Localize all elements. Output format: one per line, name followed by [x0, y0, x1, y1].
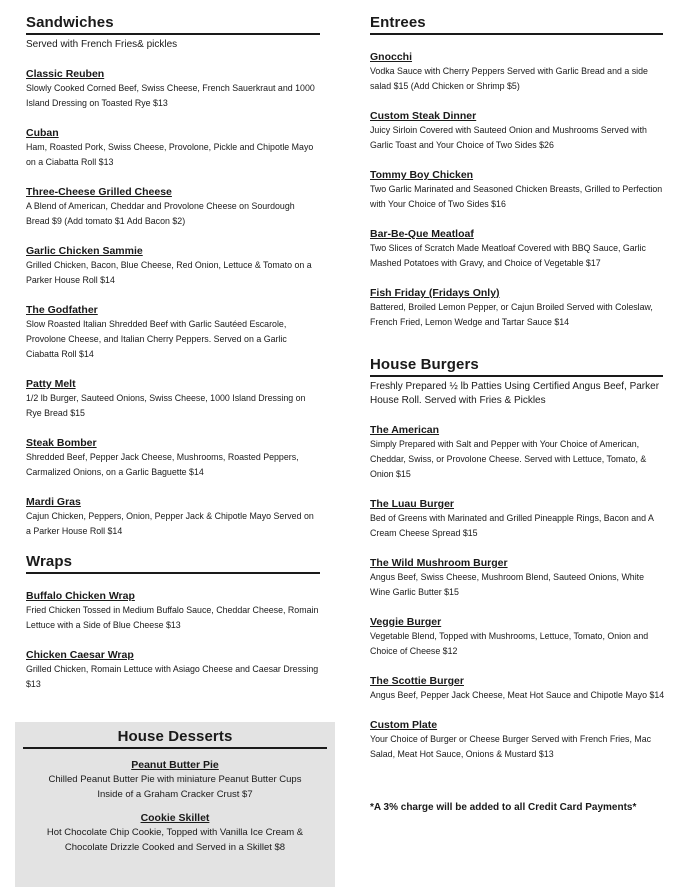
item-name: Garlic Chicken Sammie: [26, 245, 143, 257]
menu-item: [370, 615, 663, 659]
item-name: Custom Steak Dinner: [370, 110, 477, 122]
item-name: Gnocchi: [370, 51, 413, 63]
menu-item: [26, 436, 320, 480]
item-description: Angus Beef, Swiss Cheese, Mushroom Blend, Sauteed Onions, White Wine Garlic Butter $15: [370, 572, 645, 598]
menu-item: [26, 185, 320, 229]
item-name: Patty Melt: [26, 378, 76, 390]
item-description: Vodka Sauce with Cherry Peppers Served with Garlic Bread and a side salad $15 (Add Chicken or Shrimp $5): [370, 66, 648, 92]
item-description: Your Choice of Burger or Cheese Burger Served with French Fries, Mac Salad, Meat Hot Sauce, Onions & Mustard $13: [370, 734, 652, 760]
item-description: Battered, Broiled Lemon Pepper, or Cajun Broiled Served with Coleslaw, French Fried, Lemon Wedge and Tartar Sauce $14: [370, 302, 653, 328]
item-name: Buffalo Chicken Wrap: [26, 590, 135, 602]
item-description: Grilled Chicken, Bacon, Blue Cheese, Red Onion, Lettuce & Tomato on a Parker House Roll $14: [26, 260, 312, 286]
item-description: Hot Chocolate Chip Cookie, Topped with Vanilla Ice Cream & Chocolate Drizzle Cooked and Served in a Skillet $8: [46, 827, 304, 853]
wraps-title: Wraps: [26, 553, 320, 574]
item-description: 1/2 lb Burger, Sauteed Onions, Swiss Cheese, 1000 Island Dressing on Rye Bread $15: [26, 393, 306, 419]
item-name: Bar-Be-Que Meatloaf: [370, 228, 474, 240]
item-description: Juicy Sirloin Covered with Sauteed Onion and Mushrooms Served with Garlic Toast and Your Choice of Two Sides $26: [370, 125, 647, 151]
desserts-title: House Desserts: [23, 728, 327, 749]
item-name: Chicken Caesar Wrap: [26, 649, 134, 661]
menu-item: [370, 556, 663, 600]
item-name: Cuban: [26, 127, 59, 139]
item-name: Mardi Gras: [26, 496, 81, 508]
left-column: [26, 14, 320, 692]
sandwiches-subtitle: Served with French Fries& pickles: [26, 39, 178, 50]
item-name: The Wild Mushroom Burger: [370, 557, 508, 569]
dessert-item: [15, 758, 335, 802]
sandwiches-title: Sandwiches: [26, 14, 320, 35]
credit-card-notice: *A 3% charge will be added to all Credit Card Payments*: [370, 802, 637, 813]
menu-item: [26, 303, 320, 362]
menu-item: [370, 168, 663, 212]
item-description: Two Slices of Scratch Made Meatloaf Covered with BBQ Sauce, Garlic Mashed Potatoes with Gravy, and Choice of Vegetable $17: [370, 243, 646, 269]
menu-item: [26, 244, 320, 288]
menu-item: [26, 589, 320, 633]
menu-item: [370, 227, 663, 271]
item-name: Classic Reuben: [26, 68, 105, 80]
burgers-title: House Burgers: [370, 356, 663, 377]
burgers-subtitle: Freshly Prepared ½ lb Patties Using Certified Angus Beef, Parker House Roll. Served with Fries & Pickles: [370, 381, 660, 406]
menu-item: [26, 495, 320, 539]
item-name: The Godfather: [26, 304, 98, 316]
item-description: Bed of Greens with Marinated and Grilled Pineapple Rings, Bacon and A Cream Cheese Spread $15: [370, 513, 654, 539]
menu-item: [370, 674, 663, 703]
item-name: Peanut Butter Pie: [131, 759, 219, 771]
item-name: The American: [370, 424, 440, 436]
item-description: Cajun Chicken, Peppers, Onion, Pepper Jack & Chipotle Mayo Served on a Parker House Roll $14: [26, 511, 314, 537]
menu-item: [370, 109, 663, 153]
menu-item: [370, 718, 663, 762]
item-name: The Luau Burger: [370, 498, 455, 510]
item-name: Steak Bomber: [26, 437, 97, 449]
item-description: Fried Chicken Tossed in Medium Buffalo Sauce, Cheddar Cheese, Romain Lettuce with a Side of Blue Cheese $13: [26, 605, 319, 631]
item-description: A Blend of American, Cheddar and Provolone Cheese on Sourdough Bread $9 (Add tomato $1 Add Bacon $2): [26, 201, 295, 227]
item-description: Vegetable Blend, Topped with Mushrooms, Lettuce, Tomato, Onion and Choice of Cheese $12: [370, 631, 649, 657]
menu-item: [370, 286, 663, 330]
menu-item: [26, 648, 320, 692]
item-description: Two Garlic Marinated and Seasoned Chicken Breasts, Grilled to Perfection with Your Choice of Two Sides $16: [370, 184, 663, 210]
item-description: Ham, Roasted Pork, Swiss Cheese, Provolone, Pickle and Chipotle Mayo on a Ciabatta Roll $13: [26, 142, 314, 168]
item-description: Simply Prepared with Salt and Pepper with Your Choice of American, Cheddar, Swiss, or Provolone Cheese. Served with Lettuce, Tomato, & Onion $15: [370, 439, 647, 480]
menu-item: [370, 50, 663, 94]
item-description: Grilled Chicken, Romain Lettuce with Asiago Cheese and Caesar Dressing $13: [26, 664, 319, 690]
menu-item: [370, 423, 663, 482]
item-description: Slowly Cooked Corned Beef, Swiss Cheese, French Sauerkraut and 1000 Island Dressing on Toasted Rye $13: [26, 83, 315, 109]
item-description: Slow Roasted Italian Shredded Beef with Garlic Sautéed Escarole, Provolone Cheese, and Italian Cherry Peppers. Served on a Garlic Ciabatta Roll $14: [26, 319, 287, 360]
item-name: Custom Plate: [370, 719, 438, 731]
menu-item: [26, 67, 320, 111]
item-description: Angus Beef, Pepper Jack Cheese, Meat Hot Sauce and Chipotle Mayo $14: [370, 690, 665, 701]
item-name: Cookie Skillet: [140, 812, 210, 824]
item-description: Shredded Beef, Pepper Jack Cheese, Mushrooms, Roasted Peppers, Carmalized Onions, on a Garlic Baguette $14: [26, 452, 299, 478]
menu-item: [26, 377, 320, 421]
item-name: Fish Friday (Fridays Only): [370, 287, 500, 299]
menu-item: [370, 497, 663, 541]
item-name: Three-Cheese Grilled Cheese: [26, 186, 172, 198]
entrees-title: Entrees: [370, 14, 663, 35]
item-name: Tommy Boy Chicken: [370, 169, 474, 181]
item-name: The Scottie Burger: [370, 675, 464, 687]
dessert-item: [15, 811, 335, 855]
menu-item: [26, 126, 320, 170]
desserts-box: [15, 722, 335, 887]
right-column: [370, 14, 663, 813]
item-name: Veggie Burger: [370, 616, 442, 628]
item-description: Chilled Peanut Butter Pie with miniature Peanut Butter Cups Inside of a Graham Cracker Crust $7: [48, 774, 302, 800]
